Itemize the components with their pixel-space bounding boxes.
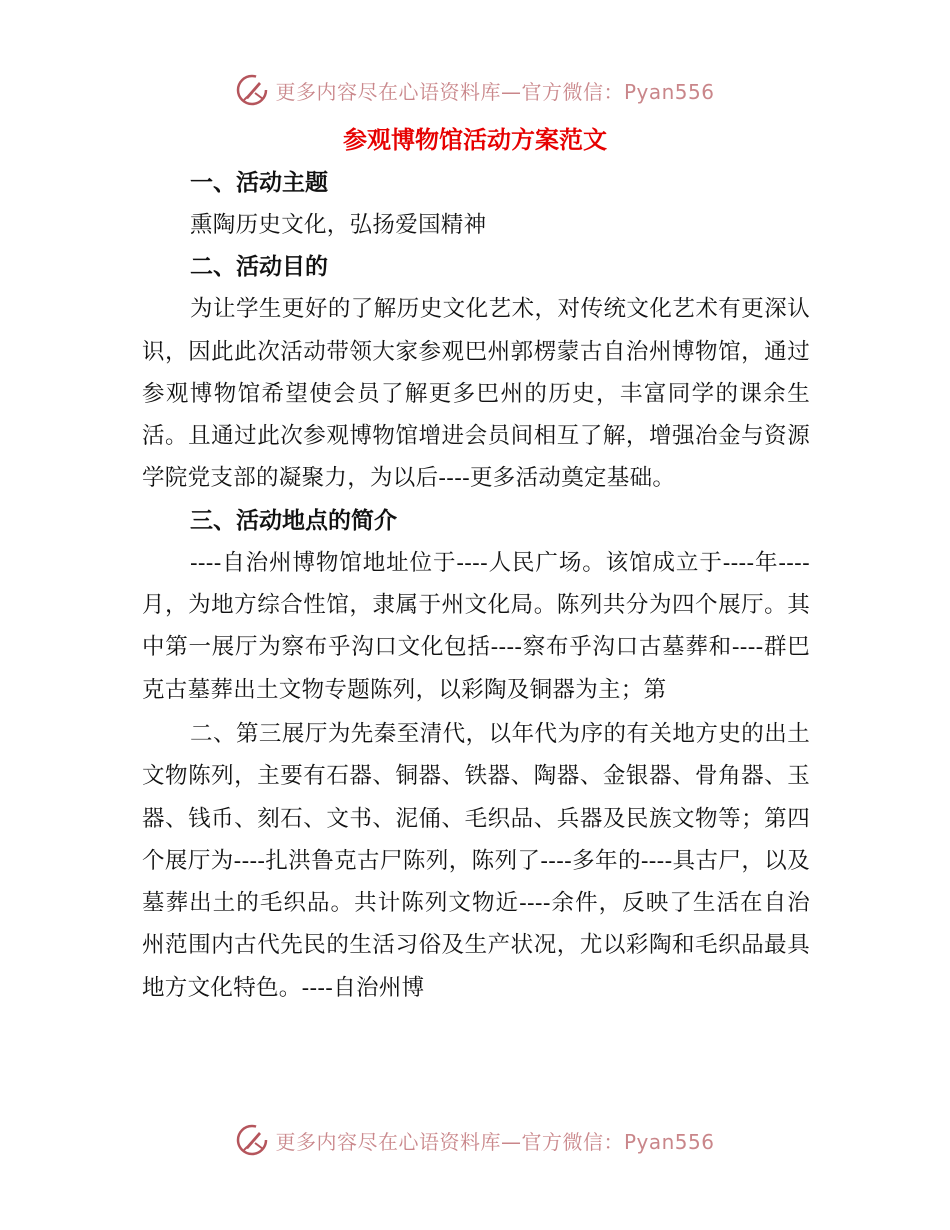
paragraph-location-2: 二、第三展厅为先秦至清代，以年代为序的有关地方史的出土文物陈列，主要有石器、铜器、铁器、陶器、金银器、骨角器、玉器、钱币、刻石、文书、泥俑、毛织品、兵器及民族文物等；第四个展厅为----扎洪鲁克古尸陈列，陈列了----多年的----具古尸，以及墓葬出土的毛织品。共计陈列文物近----余件，反映了生活在自治州范围内古代先民的生活习俗及生产状况，尤以彩陶和毛织品最具地方文化特色。----自治州博 (142, 720, 810, 1001)
footer-watermark (0, 1118, 950, 1162)
quill-logo-icon (235, 73, 269, 107)
paragraph-location-1: ----自治州博物馆地址位于----人民广场。该馆成立于----年----月，为地方综合性馆，隶属于州文化局。陈列共分为四个展厅。其中第一展厅为察布乎沟口文化包括----察布乎沟口古墓葬和----群巴克古墓葬出土文物专题陈列，以彩陶及铜器为主；第 (142, 549, 810, 703)
header-watermark (0, 68, 950, 112)
document-title: 参观博物馆活动方案范文 (343, 126, 607, 154)
watermark-text: 更多内容尽在心语资料库—官方微信：Pyan556 (275, 1129, 715, 1154)
paragraph-theme: 熏陶历史文化，弘扬爱国精神 (190, 212, 487, 238)
section-heading-location: 三、活动地点的简介 (190, 507, 397, 534)
paragraph-purpose: 为让学生更好的了解历史文化艺术，对传统文化艺术有更深认识，因此此次活动带领大家参观巴州郭楞蒙古自治州博物馆，通过参观博物馆希望使会员了解更多巴州的历史，丰富同学的课余生活。且通过此次参观博物馆增进会员间相互了解，增强冶金与资源学院党支部的凝聚力，为以后----更多活动奠定基础。 (142, 296, 810, 492)
quill-logo-icon (235, 1123, 269, 1157)
watermark-text: 更多内容尽在心语资料库—官方微信：Pyan556 (275, 79, 715, 104)
section-heading-purpose: 二、活动目的 (190, 254, 328, 281)
document-body (142, 162, 810, 1009)
section-heading-theme: 一、活动主题 (190, 170, 328, 196)
